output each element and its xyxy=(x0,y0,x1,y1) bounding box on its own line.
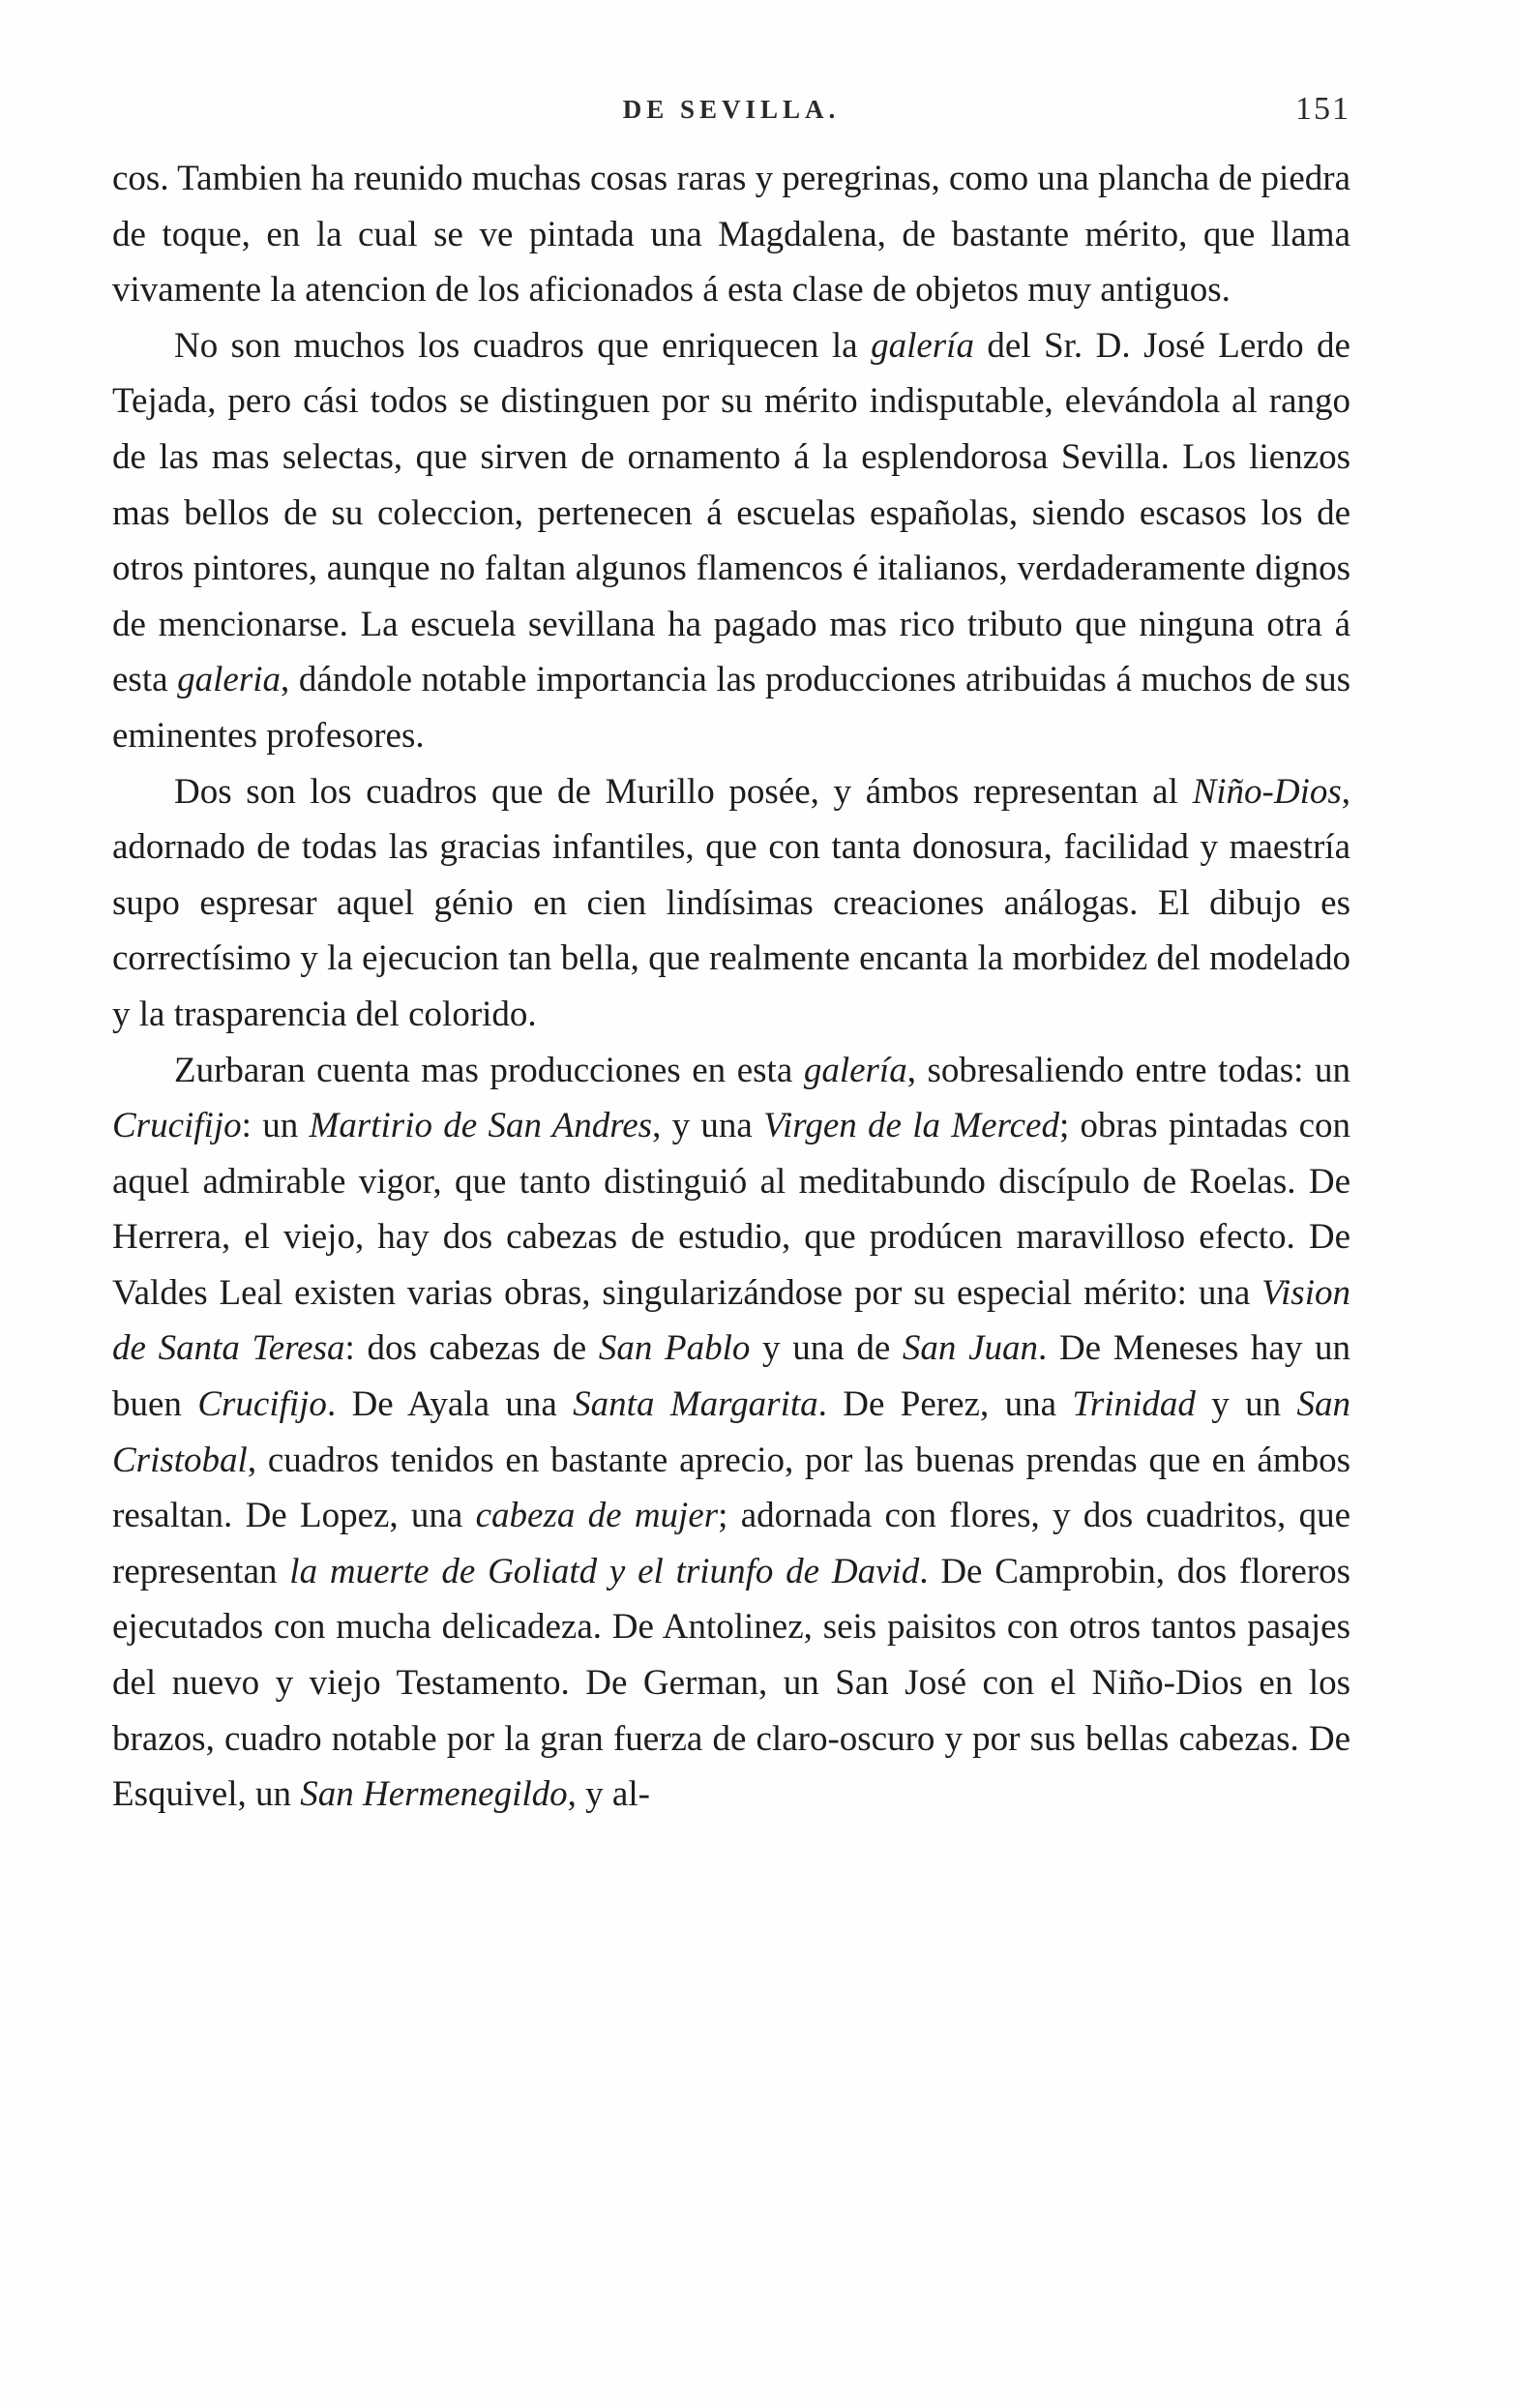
italic-title-text: galería xyxy=(871,325,974,366)
paragraph-text: , adornado de todas las gracias infantiles, que con tanta donosura, facilidad y maestría supo espresar aquel génio en cien lindísimas creaciones análogas. El dibujo es correctísimo y la ejecucion tan bella, que realmente encanta la morbidez del modelado y la trasparencia del colorido. xyxy=(112,771,1350,1034)
italic-title-text: la muerte de Goliatd y el triunfo de David xyxy=(289,1551,920,1591)
italic-title-text: San Pablo xyxy=(598,1328,751,1369)
paragraph-text: , dándole notable importancia las producciones atribuidas á muchos de sus eminentes profesores. xyxy=(112,660,1350,756)
page-number: 151 xyxy=(1295,91,1350,127)
paragraph-text: . De Meneses hay un buen xyxy=(112,1328,1350,1425)
paragraph-text: . De Perez, una xyxy=(817,1384,1073,1425)
running-title: DE SEVILLA. xyxy=(622,95,841,124)
paragraph-text: , sobresaliendo entre todas: un xyxy=(906,1050,1350,1090)
italic-title-text: Niño-Dios xyxy=(1192,771,1342,812)
italic-title-text: Crucifijo xyxy=(112,1106,242,1146)
paragraph-text: ; obras pintadas con aquel admirable vigor, que tanto distinguió al meditabundo discípulo de Roelas. De Herrera, el viejo, hay dos cabezas de estudio, que prodúcen maravilloso efecto. De Valdes Leal existen varias obras, singularizándose por su especial mérito: una xyxy=(112,1106,1350,1313)
paragraph xyxy=(112,1043,1350,1823)
paragraph xyxy=(112,318,1350,764)
paragraph-text: Zurbaran cuenta mas producciones en esta xyxy=(174,1050,804,1090)
italic-title-text: Crucifijo xyxy=(197,1384,327,1425)
italic-title-text: San Juan xyxy=(902,1328,1039,1369)
paragraph-text: . De Camprobin, dos floreros ejecutados con mucha delicadeza. De Antolinez, seis paisitos con otros tantos pasajes del nuevo y viejo Testamento. De German, un San José con el Niño-Dios en los brazos, cuadro notable por la gran fuerza de claro-oscuro y por sus bellas cabezas. De Esquivel, un xyxy=(112,1551,1350,1815)
paragraph-text: y una de xyxy=(750,1328,903,1369)
paragraph-text: ; adornada con flores, y dos cuadritos, que representan xyxy=(112,1496,1350,1591)
italic-title-text: Martirio de San Andres xyxy=(309,1106,653,1146)
paragraph-text: No son muchos los cuadros que enriquecen la xyxy=(174,325,872,366)
italic-title-text: San Cristobal xyxy=(112,1384,1350,1480)
paragraph-text: y un xyxy=(1195,1384,1297,1425)
italic-title-text: cabeza de mujer xyxy=(475,1496,719,1536)
italic-title-text: galería xyxy=(803,1050,907,1090)
paragraph-text: : dos cabezas de xyxy=(344,1328,599,1369)
paragraph-text: . De Ayala una xyxy=(326,1384,574,1425)
italic-title-text: Trinidad xyxy=(1072,1384,1196,1425)
paragraph xyxy=(112,151,1350,318)
italic-title-text: Virgen de la Merced xyxy=(763,1106,1059,1146)
paragraph-text: , cuadros tenidos en bastante aprecio, por las buenas prendas que en ámbos resaltan. De Lopez, una xyxy=(112,1440,1350,1536)
body-text xyxy=(112,151,1350,1823)
italic-title-text: Santa Margarita xyxy=(573,1384,818,1425)
paragraph-text: , y al- xyxy=(567,1774,650,1815)
italic-title-text: Vision de Santa Teresa xyxy=(112,1272,1350,1369)
paragraph-text: : un xyxy=(241,1106,310,1146)
paragraph-text: del Sr. D. José Lerdo de Tejada, pero cási todos se distinguen por su mérito indisputable, elevándola al rango de las mas selectas, que sirven de ornamento á la esplendorosa Sevilla. Los lienzos mas bellos de su coleccion, pertenecen á escuelas españolas, siendo escasos los de otros pintores, aunque no faltan algunos flamencos é italianos, verdaderamente dignos de mencionarse. La escuela sevillana ha pagado mas rico tributo que ninguna otra á esta xyxy=(112,325,1350,700)
running-head xyxy=(112,91,1350,134)
italic-title-text: galeria xyxy=(177,660,282,700)
paragraph-text: , y una xyxy=(652,1106,764,1146)
paragraph-text: Dos son los cuadros que de Murillo posée, y ámbos representan al xyxy=(174,771,1193,812)
italic-title-text: San Hermenegildo xyxy=(300,1774,568,1815)
paragraph-text: cos. Tambien ha reunido muchas cosas raras y peregrinas, como una plancha de piedra de toque, en la cual se ve pintada una Magdalena, de bastante mérito, que llama vivamente la atencion de los aficionados á esta clase de objetos muy antiguos. xyxy=(112,159,1350,311)
paragraph xyxy=(112,764,1350,1043)
